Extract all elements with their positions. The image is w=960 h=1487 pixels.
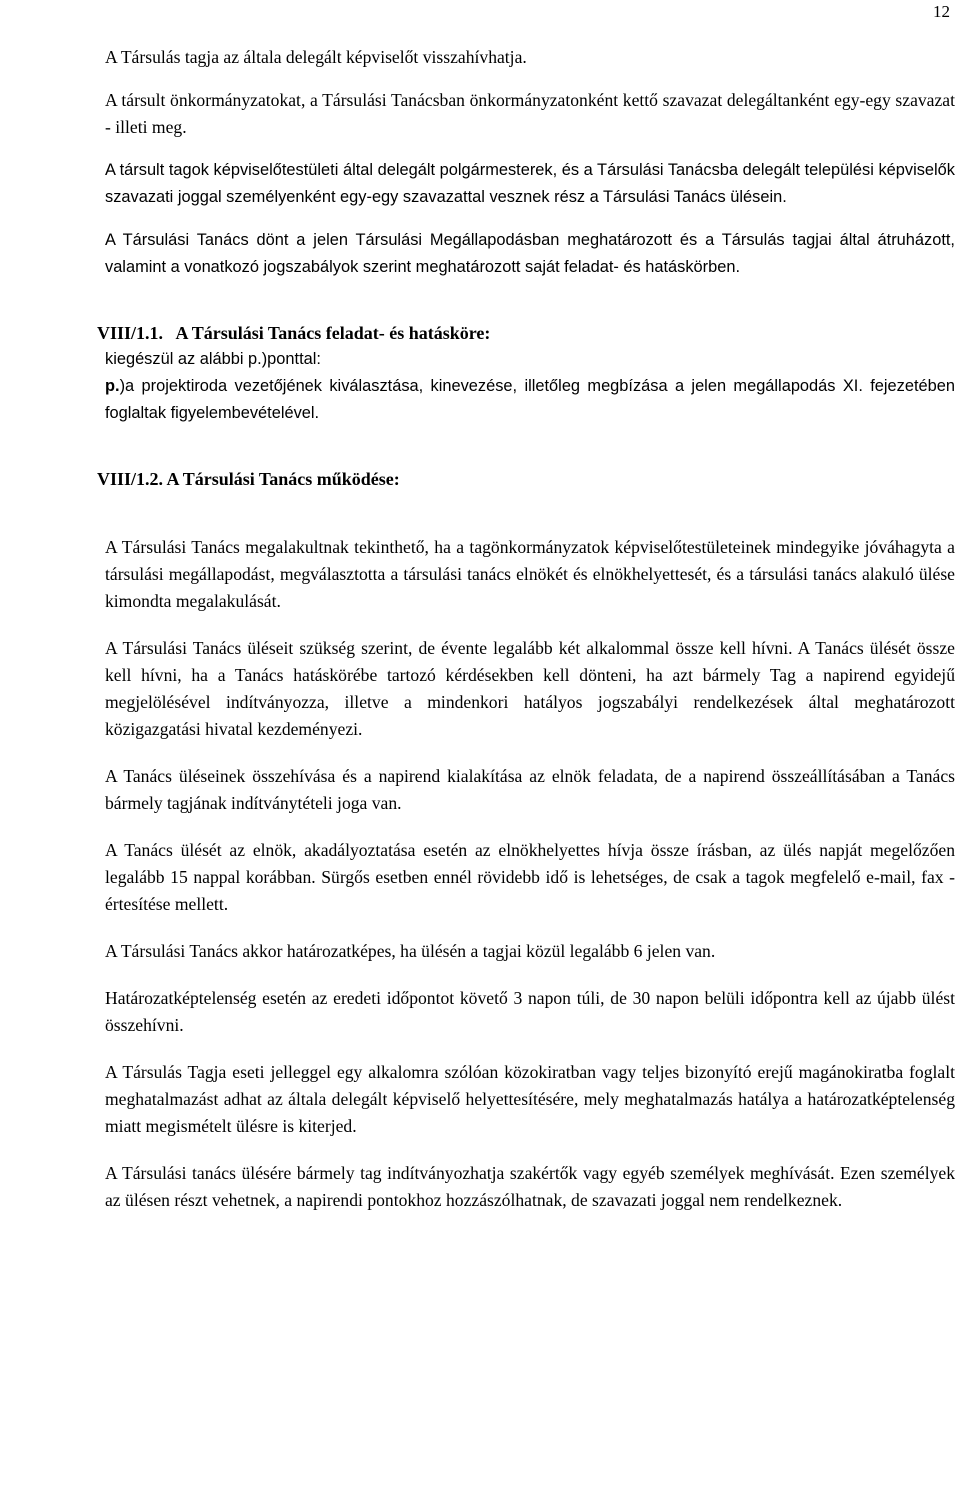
paragraph-agenda: A Tanács üléseinek összehívása és a napirend kialakítása az elnök feladata, de a napirend összeállításában a Tanács bármely tagjának indítványtételi joga van. [105, 766, 955, 813]
paragraph-experts: A Társulási tanács ülésére bármely tag indítványozhatja szakértők vagy egyéb személyek meghívását. Ezen személyek az ülésen részt vehetnek, a napirendi pontokhoz hozzászólhatnak, de szavazati joggal nem rendelkeznek. [105, 1163, 955, 1210]
paragraph-no-quorum: Határozatképtelenség esetén az eredeti időpontot követő 3 napon túli, de 30 napon belüli időpontra kell az újabb ülést összehívni. [105, 988, 955, 1035]
section-1-subline: kiegészül az alábbi p.)ponttal: [105, 350, 321, 368]
paragraph-quorum: A Társulási Tanács akkor határozatképes, ha ülésén a tagjai közül legalább 6 jelen van. [105, 941, 716, 961]
section-heading-2: VIII/1.2. A Társulási Tanács működése: [97, 469, 400, 489]
paragraph-formation: A Társulási Tanács megalakultnak tekinthető, ha a tagönkormányzatok képviselőtestületeinek mindegyike jóváhagyta a társulási megállapodást, megválasztotta a társulási tanács elnökét és elnökhelyettesét, és a társulási tanács alakuló ülése kimondta megalakulását. [105, 537, 955, 611]
paragraph-decisions: A Társulási Tanács dönt a jelen Társulási Megállapodásban meghatározott és a Társulás tagjai által átruházott, valamint a vonatkozó jogszabályok szerint meghatározott saját feladat- és hatáskörben. [105, 231, 955, 276]
section-1-item-p [105, 373, 955, 427]
paragraph-meetings: A Társulási Tanács üléseit szükség szerint, de évente legalább két alkalommal össze kell hívni. A Tanács ülését össze kell hívni, ha a Tanács hatáskörébe tartozó kérdésekben kell dönteni, ha azt bármely Tag a napirend egyidejű megjelölésével indítványozza, illetve a mindenkori hatályos jogszabályi rendelkezések által meghatározott közigazgatási hivatal kezdeményezi. [105, 638, 955, 739]
page-number: 12 [933, 2, 950, 21]
item-text: )a projektiroda vezetőjének kiválasztása, kinevezése, illetőleg megbízása a jelen megállapodás XI. fejezetében foglaltak figyelembevételével. [105, 377, 955, 422]
item-marker: p. [105, 377, 120, 395]
paragraph-convening: A Tanács ülését az elnök, akadályoztatása esetén az elnökhelyettes hívja össze írásban, az ülés napját megelőzően legalább 15 nappal korábban. Sürgős esetben ennél rövidebb idő is lehetséges, de csak a tagok megfelelő e-mail, fax - értesítése mellett. [105, 840, 955, 914]
paragraph-proxy: A Társulás Tagja eseti jelleggel egy alkalomra szólóan közokiratban vagy teljes bizonyító erejű magánokiratba foglalt meghatalmazást adhat az általa delegált képviselő helyettesítésére, mely meghatalmazás hatálya a határozatképtelenség miatt megismételt ülésre is kiterjed. [105, 1062, 955, 1136]
document-body [97, 44, 955, 1214]
paragraph-votes: A társult önkormányzatokat, a Társulási Tanácsban önkormányzatonként kettő szavazat delegáltanként egy-egy szavazat - illeti meg. [105, 90, 955, 137]
section-heading-1: VIII/1.1. A Társulási Tanács feladat- és hatásköre: [97, 323, 491, 343]
paragraph-voting-rights: A társult tagok képviselőtestületi által delegált polgármesterek, és a Társulási Tanácsba delegált települési képviselők szavazati joggal személyenként egy-egy szavazattal vesznek rész a Társulási Tanács ülésein. [105, 161, 955, 206]
paragraph-recall: A Társulás tagja az általa delegált képviselőt visszahívhatja. [105, 47, 527, 67]
